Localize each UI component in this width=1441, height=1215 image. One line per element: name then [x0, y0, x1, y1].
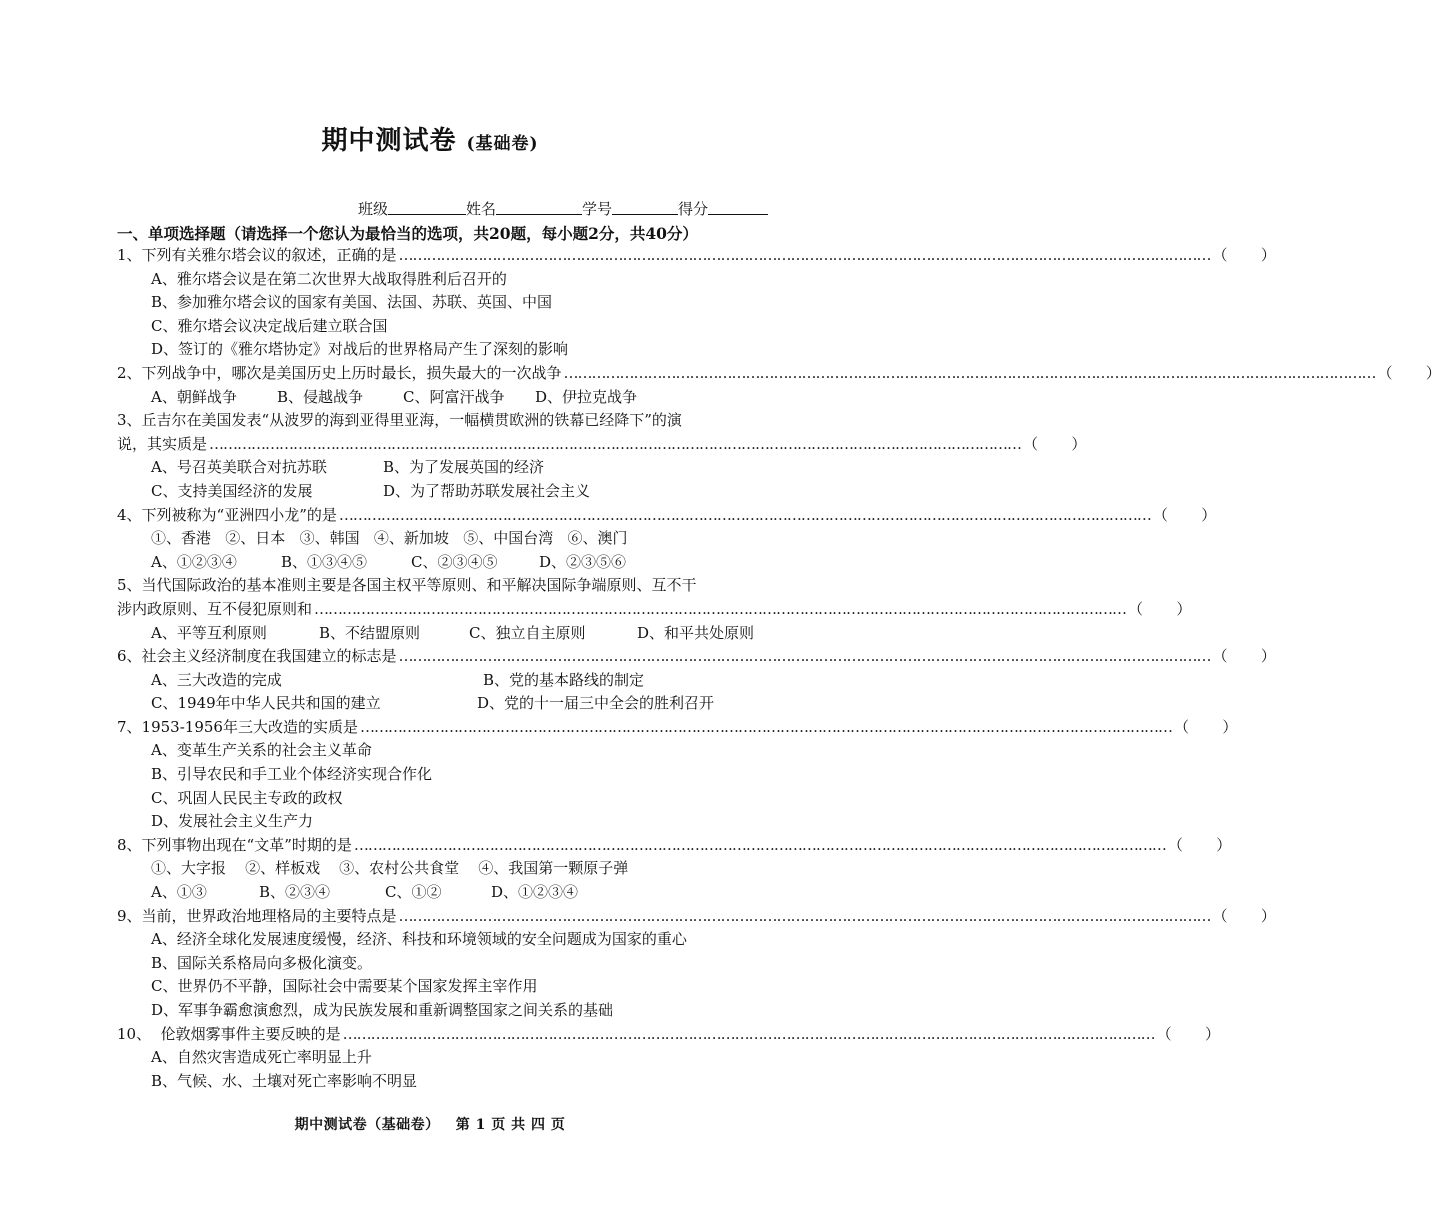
- option-a: A、号召英美联合对抗苏联: [151, 458, 327, 477]
- option-c: C、②③④⑤: [411, 552, 498, 571]
- option-c: C、世界仍不平静，国际社会中需要某个国家发挥主宰作用: [151, 977, 538, 996]
- option-a: A、雅尔塔会议是在第二次世界大战取得胜利后召开的: [151, 269, 507, 288]
- answer-parentheses[interactable]: （ ）: [1212, 246, 1276, 264]
- option-c: C、①②: [385, 883, 442, 902]
- leader-dots: …………………………………………………………………………………………………………………………………………………………: [359, 717, 1172, 736]
- leader-dots: …………………………………………………………………………………………………………………………………………………………: [342, 1024, 1155, 1043]
- leader-dots: …………………………………………………………………………………………………………………………………………………………: [209, 434, 1022, 453]
- option-c: C、支持美国经济的发展: [151, 481, 313, 500]
- option-a: A、变革生产关系的社会主义革命: [151, 741, 372, 760]
- student-info-line: [358, 198, 768, 219]
- question-4: [117, 504, 1217, 528]
- option-c: C、独立自主原则: [469, 623, 586, 642]
- answer-parentheses[interactable]: （ ）: [1212, 906, 1276, 925]
- option-d: D、②③⑤⑥: [539, 552, 627, 571]
- option-b: B、气候、水、土壤对死亡率影响不明显: [151, 1071, 418, 1090]
- question-3-line-2: [117, 433, 1087, 457]
- exam-title: [0, 120, 860, 157]
- question-10: [117, 1023, 1221, 1047]
- question-3-line-1: 3、丘吉尔在美国发表“从波罗的海到亚得里亚海，一幅横贯欧洲的铁幕已经降下”的演: [117, 411, 682, 430]
- answer-parentheses[interactable]: （ ）: [1167, 835, 1232, 854]
- questions-list: [117, 244, 1441, 1093]
- question-text: 涉内政原则、互不侵犯原则和: [117, 599, 313, 618]
- option-a: A、自然灾害造成死亡率明显上升: [151, 1048, 372, 1067]
- option-c: C、雅尔塔会议决定战后建立联合国: [151, 316, 388, 335]
- option-d: D、党的十一届三中全会的胜利召开: [477, 694, 715, 713]
- question-text: 4、下列被称为“亚洲四小龙”的是: [117, 505, 337, 524]
- question-text: 8、下列事物出现在“文革”时期的是: [117, 835, 352, 854]
- question-text: 说，其实质是: [117, 434, 208, 453]
- question-8: [117, 834, 1232, 858]
- option-c: C、阿富汗战争: [403, 387, 505, 406]
- name-label: 姓名: [466, 200, 497, 218]
- option-b: B、为了发展英国的经济: [383, 458, 545, 477]
- question-1: [117, 244, 1276, 268]
- option-a: A、①③: [151, 883, 207, 902]
- leader-dots: …………………………………………………………………………………………………………………………………………………………: [563, 363, 1376, 382]
- option-b: B、引导农民和手工业个体经济实现合作化: [151, 765, 433, 784]
- question-4-items: ①、香港 ②、日本 ③、韩国 ④、新加坡 ⑤、中国台湾 ⑥、澳门: [151, 529, 628, 548]
- answer-parentheses[interactable]: （ ）: [1156, 1024, 1221, 1043]
- option-d: D、和平共处原则: [637, 623, 755, 642]
- option-c: C、1949年中华人民共和国的建立: [151, 694, 381, 713]
- number-blank[interactable]: [612, 200, 678, 215]
- options-row: [117, 692, 791, 716]
- option-a: A、经济全球化发展速度缓慢，经济、科技和环境领域的安全问题成为国家的重心: [151, 930, 687, 949]
- answer-parentheses[interactable]: （ ）: [1023, 434, 1087, 453]
- options-row: [117, 551, 791, 575]
- question-text: 1、下列有关雅尔塔会议的叙述，正确的是: [117, 246, 397, 264]
- class-label: 班级: [358, 200, 389, 218]
- options-row: [117, 386, 791, 410]
- option-a: A、三大改造的完成: [151, 670, 282, 689]
- option-c: C、巩固人民民主专政的政权: [151, 788, 343, 807]
- options-row: [117, 669, 791, 693]
- option-b: B、①③④⑤: [281, 552, 368, 571]
- option-d: D、军事争霸愈演愈烈，成为民族发展和重新调整国家之间关系的基础: [151, 1001, 614, 1019]
- question-5-line-2: [117, 598, 1192, 622]
- question-5-line-1: 5、当代国际政治的基本准则主要是各国主权平等原则、和平解决国际争端原则、互不干: [117, 576, 697, 595]
- options-row: [117, 881, 791, 905]
- name-blank[interactable]: [496, 200, 582, 215]
- option-d: D、伊拉克战争: [535, 387, 638, 406]
- options-row: [117, 480, 791, 504]
- question-7: [117, 716, 1238, 740]
- number-label: 学号: [582, 200, 613, 218]
- option-b: B、国际关系格局向多极化演变。: [151, 953, 373, 972]
- title-text: 期中测试卷: [321, 126, 457, 156]
- question-text: 9、当前，世界政治地理格局的主要特点是: [117, 906, 397, 925]
- question-9: [117, 905, 1276, 929]
- options-row: [117, 456, 791, 480]
- options-row: [117, 622, 791, 646]
- option-b: B、不结盟原则: [319, 623, 421, 642]
- question-8-items: ①、大字报 ②、样板戏 ③、农村公共食堂 ④、我国第一颗原子弹: [151, 859, 629, 878]
- leader-dots: …………………………………………………………………………………………………………………………………………………………: [353, 835, 1166, 854]
- option-d: D、发展社会主义生产力: [151, 812, 314, 831]
- option-d: D、为了帮助苏联发展社会主义: [383, 481, 591, 500]
- option-a: A、朝鲜战争: [151, 387, 237, 406]
- option-a: A、平等互利原则: [151, 623, 267, 642]
- option-a: A、①②③④: [151, 552, 237, 571]
- leader-dots: …………………………………………………………………………………………………………………………………………………………: [398, 246, 1211, 264]
- leader-dots: …………………………………………………………………………………………………………………………………………………………: [398, 906, 1211, 925]
- option-b: B、党的基本路线的制定: [483, 670, 645, 689]
- question-text: 6、社会主义经济制度在我国建立的标志是: [117, 647, 397, 666]
- answer-parentheses[interactable]: （ ）: [1173, 717, 1238, 736]
- option-d: D、签订的《雅尔塔协定》对战后的世界格局产生了深刻的影响: [151, 340, 569, 359]
- score-label: 得分: [678, 200, 709, 218]
- option-b: B、②③④: [259, 883, 331, 902]
- leader-dots: …………………………………………………………………………………………………………………………………………………………: [398, 647, 1211, 666]
- answer-parentheses[interactable]: （ ）: [1212, 647, 1276, 666]
- option-b: B、参加雅尔塔会议的国家有美国、法国、苏联、英国、中国: [151, 293, 553, 312]
- option-d: D、①②③④: [491, 883, 579, 902]
- class-blank[interactable]: [388, 200, 466, 215]
- answer-parentheses[interactable]: （ ）: [1377, 363, 1441, 382]
- page-footer: 期中测试卷（基础卷） 第 1 页 共 四 页: [294, 1117, 566, 1133]
- leader-dots: …………………………………………………………………………………………………………………………………………………………: [338, 505, 1151, 524]
- answer-parentheses[interactable]: （ ）: [1152, 505, 1217, 524]
- question-2: [117, 362, 1441, 386]
- question-text: 2、下列战争中，哪次是美国历史上历时最长，损失最大的一次战争: [117, 363, 562, 382]
- question-text: 7、1953-1956年三大改造的实质是: [117, 717, 358, 736]
- question-text: 10、 伦敦烟雾事件主要反映的是: [117, 1024, 341, 1043]
- leader-dots: …………………………………………………………………………………………………………………………………………………………: [314, 599, 1127, 618]
- option-b: B、侵越战争: [277, 387, 364, 406]
- score-blank[interactable]: [708, 200, 768, 215]
- answer-parentheses[interactable]: （ ）: [1128, 599, 1192, 618]
- section-heading: 一、单项选择题（请选择一个您认为最恰当的选项，共20题，每小题2分，共40分）: [117, 224, 698, 243]
- question-6: [117, 645, 1276, 669]
- title-subtitle: (基础卷): [466, 134, 539, 154]
